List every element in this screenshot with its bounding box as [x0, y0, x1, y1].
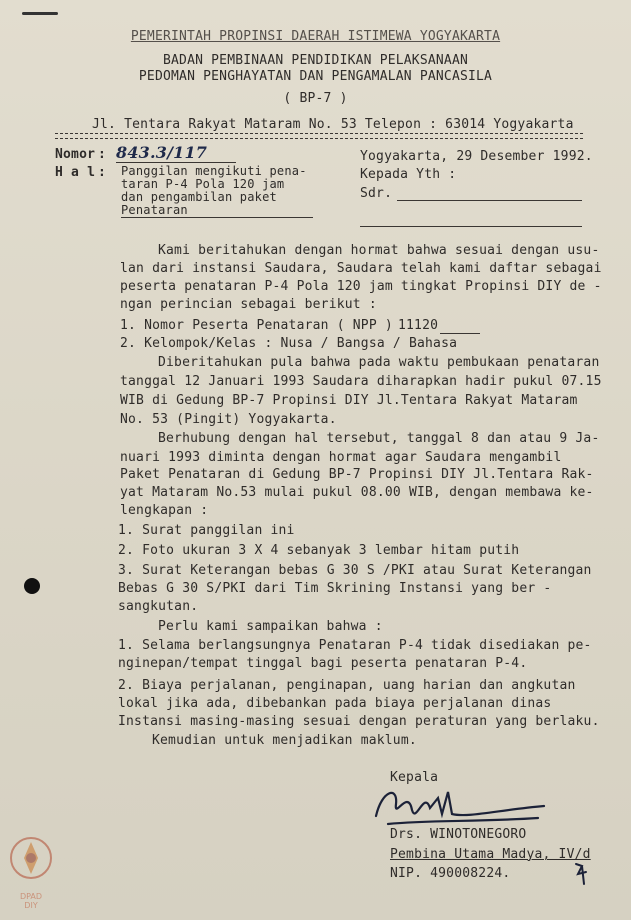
hal-label: H a l	[55, 165, 96, 180]
signature-title: Kepala	[390, 770, 439, 785]
list-item: 1. Selama berlangsungnya Penataran P-4 tidak disediakan pe-	[118, 638, 592, 653]
body-line: No. 53 (Pingit) Yogyakarta.	[120, 412, 337, 427]
list-item: Instansi masing-masing sesuai dengan peraturan yang berlaku.	[118, 714, 600, 729]
item-kelompok: 2. Kelompok/Kelas : Nusa / Bangsa / Bahasa	[120, 336, 458, 351]
letterhead-divider	[55, 133, 583, 139]
list-item: 2. Foto ukuran 3 X 4 sebanyak 3 lembar hitam putih	[118, 543, 520, 558]
initial-mark	[572, 858, 592, 888]
sdr-line	[397, 200, 582, 201]
kepada-label: Kepada Yth :	[360, 167, 457, 182]
hal-underline	[121, 217, 313, 218]
nomor-sep: :	[98, 147, 107, 162]
list-item: 3. Surat Keterangan bebas G 30 S /PKI atau Surat Keterangan	[118, 563, 592, 578]
body-line: nuari 1993 diminta dengan hormat agar Saudara mengambil	[120, 450, 562, 465]
address-line	[360, 226, 582, 227]
nomor-value: 843.3/117	[116, 143, 208, 162]
item-npp-value: 11120	[398, 318, 439, 333]
body-line: Kami beritahukan dengan hormat bahwa sesuai dengan usu-	[158, 243, 600, 258]
watermark-text: DPAD	[19, 892, 43, 901]
list-item: sangkutan.	[118, 599, 199, 614]
item-npp: 1. Nomor Peserta Penataran ( NPP )	[120, 318, 393, 333]
letterhead-agency-abbr: ( BP-7 )	[283, 91, 348, 106]
letterhead-agency-line1: BADAN PEMBINAAN PENDIDIKAN PELAKSANAAN	[162, 53, 468, 68]
hal-line: dan pengambilan paket	[121, 190, 277, 204]
hal-line: Penataran	[121, 203, 188, 217]
hal-line: Panggilan mengikuti pena-	[121, 164, 307, 178]
body-line: peserta penataran P-4 Pola 120 jam tingkat Propinsi DIY de -	[120, 279, 602, 294]
npp-underline	[440, 333, 480, 334]
body-line: WIB di Gedung BP-7 Propinsi DIY Jl.Tentara Rakyat Mataram	[120, 393, 578, 408]
list-item: Bebas G 30 S/PKI dari Tim Skrining Instansi yang ber -	[118, 581, 552, 596]
body-line: ngan perincian sebagai berikut :	[120, 297, 377, 312]
body-line: lan dari instansi Saudara, Saudara telah kami daftar sebagai	[120, 261, 602, 276]
hal-line: taran P-4 Pola 120 jam	[121, 177, 285, 191]
signatory-name: Drs. WINOTONEGORO	[390, 827, 527, 842]
binder-hole	[24, 578, 40, 594]
letterhead-address: Jl. Tentara Rakyat Mataram No. 53 Telepon : 63014 Yogyakarta	[92, 117, 574, 132]
letterhead-govt: PEMERINTAH PROPINSI DAERAH ISTIMEWA YOGYAKARTA	[130, 29, 501, 44]
body-line: Berhubung dengan hal tersebut, tanggal 8 dan atau 9 Ja-	[158, 431, 600, 446]
sdr-label: Sdr.	[360, 186, 393, 201]
body-line: lengkapan :	[120, 503, 209, 518]
body-line: yat Mataram No.53 mulai pukul 08.00 WIB, dengan membawa ke-	[120, 485, 594, 500]
signatory-nip: NIP. 490008224.	[390, 866, 511, 881]
place-date: Yogyakarta, 29 Desember 1992.	[360, 149, 593, 164]
closing-line: Kemudian untuk menjadikan maklum.	[152, 733, 417, 748]
nomor-label: Nomor	[55, 147, 96, 162]
list-item: 2. Biaya perjalanan, penginapan, uang harian dan angkutan	[118, 678, 576, 693]
list-item: nginepan/tempat tinggal bagi peserta penataran P-4.	[118, 656, 528, 671]
signature-scribble	[368, 780, 558, 830]
list-item: 1. Surat panggilan ini	[118, 523, 295, 538]
letterhead-agency-line2: PEDOMAN PENGHAYATAN DAN PENGAMALAN PANCASILA	[138, 69, 493, 84]
body-line: tanggal 12 Januari 1993 Saudara diharapkan hadir pukul 07.15	[120, 374, 602, 389]
hal-sep: :	[98, 165, 107, 180]
body-line: Paket Penataran di Gedung BP-7 Propinsi DIY Jl.Tentara Rak-	[120, 467, 594, 482]
watermark-text: DIY	[24, 901, 38, 910]
signatory-rank: Pembina Utama Madya, IV/d	[390, 847, 591, 862]
list-item: lokal jika ada, dibebankan pada biaya perjalanan dinas	[118, 696, 552, 711]
body-line: Perlu kami sampaikan bahwa :	[158, 619, 383, 634]
pen-mark	[22, 12, 58, 15]
body-line: Diberitahukan pula bahwa pada waktu pembukaan penataran	[158, 355, 600, 370]
archive-watermark-logo	[8, 832, 54, 912]
nomor-underline	[116, 162, 236, 163]
